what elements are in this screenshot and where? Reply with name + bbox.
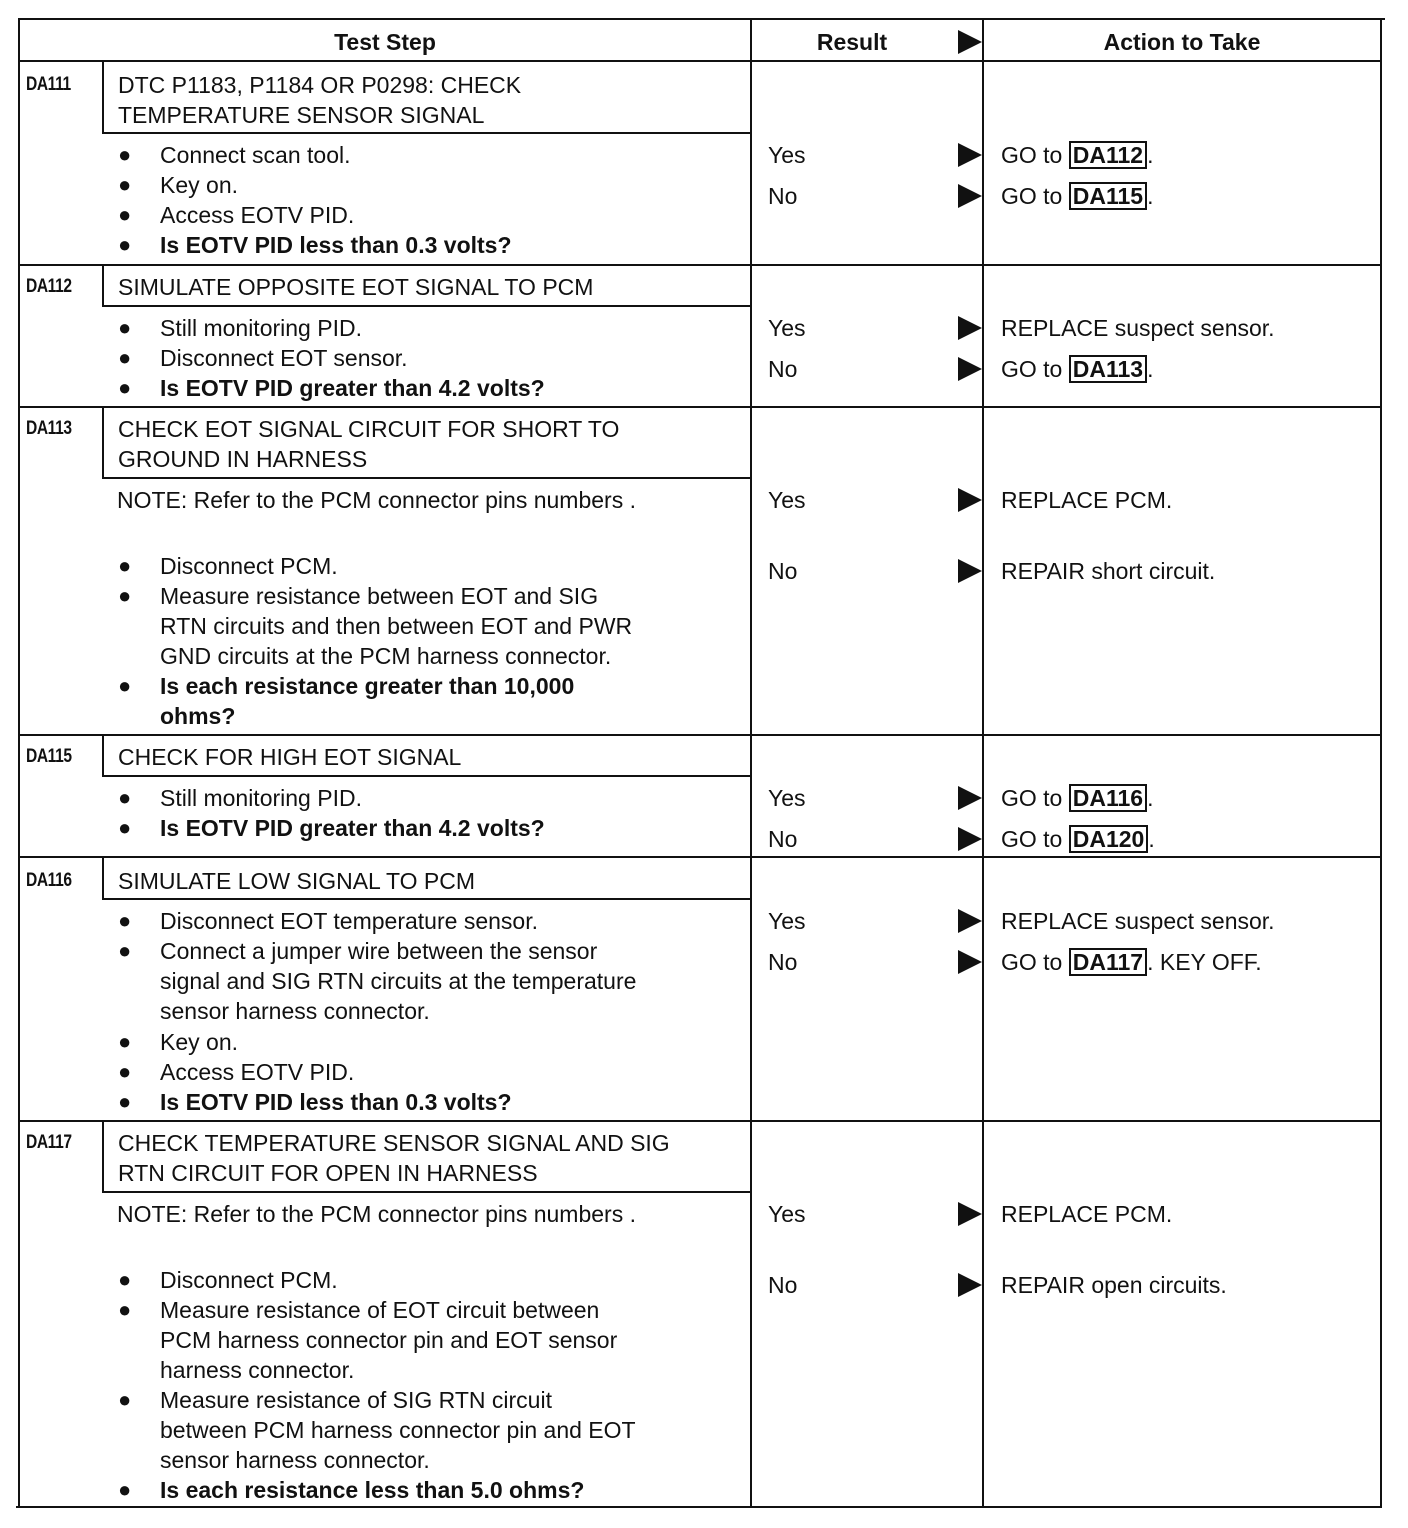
action-text: REPLACE suspect sensor. — [1001, 315, 1275, 341]
bullet-icon: ● — [118, 202, 132, 227]
header-divider — [18, 60, 1382, 62]
question-text: Is EOTV PID greater than 4.2 volts? — [160, 375, 545, 401]
test-step-da113-action-no — [1001, 556, 1215, 586]
action-text: GO to — [1001, 183, 1069, 209]
bullet-icon: ● — [118, 673, 132, 698]
table-right-border — [1380, 18, 1382, 1508]
test-step-da116-title: SIMULATE LOW SIGNAL TO PCM — [118, 868, 475, 894]
bullet-text: Disconnect PCM. — [160, 1267, 338, 1293]
row-divider — [18, 264, 1382, 266]
test-step-da111-action-no[interactable] — [1001, 181, 1153, 211]
test-step-da112-question — [118, 373, 740, 403]
test-step-da116-id: DA116 — [26, 870, 72, 891]
bullet-text: Disconnect PCM. — [160, 553, 338, 579]
test-step-da117-action-yes — [1001, 1199, 1172, 1229]
action-text: REPLACE PCM. — [1001, 1201, 1173, 1227]
bullet-text: Disconnect EOT sensor. — [160, 345, 408, 371]
test-step-da115-title: CHECK FOR HIGH EOT SIGNAL — [118, 744, 462, 770]
test-step-da111-action-yes[interactable] — [1001, 140, 1153, 170]
test-step-da113-note: NOTE: Refer to the PCM connector pins numbers . — [117, 487, 636, 513]
bullet-text: Still monitoring PID. — [160, 315, 362, 341]
bullet-icon: ● — [118, 345, 132, 370]
bullet-icon: ● — [118, 1477, 132, 1502]
test-step-da117-action-no — [1001, 1270, 1227, 1300]
step-id-divider — [102, 1120, 104, 1191]
bullet-icon: ● — [118, 908, 132, 933]
row-divider — [18, 734, 1382, 736]
test-step-da115-action-no[interactable] — [1001, 824, 1155, 854]
test-step-da111-result-no: No — [768, 183, 798, 209]
test-step-da117-title: CHECK TEMPERATURE SENSOR SIGNAL AND SIG RTN CIRCUIT FOR OPEN IN HARNESS — [118, 1130, 670, 1186]
bullet-icon: ● — [118, 583, 132, 608]
result-arrow-icon — [958, 184, 982, 208]
bullet-text: Measure resistance of SIG RTN circuit between PCM harness connector pin and EOT sensor harness connector. — [160, 1387, 636, 1473]
test-step-da111-id: DA111 — [26, 74, 71, 95]
test-step-da116-bullet — [118, 936, 740, 1026]
test-step-da113-bullet — [118, 581, 740, 671]
test-step-da113-result-yes: Yes — [768, 487, 806, 513]
bullet-text: Still monitoring PID. — [160, 785, 362, 811]
bullet-text: Access EOTV PID. — [160, 202, 355, 228]
result-arrow-icon — [958, 909, 982, 933]
bullet-icon: ● — [118, 1029, 132, 1054]
result-arrow-icon — [958, 950, 982, 974]
result-arrow-icon — [958, 827, 982, 851]
test-step-da117-bullet — [118, 1295, 740, 1385]
action-suffix: . — [1148, 826, 1155, 852]
test-step-da116-action-no[interactable] — [1001, 947, 1262, 977]
action-text: GO to — [1001, 142, 1069, 168]
result-arrow-icon — [958, 559, 982, 583]
bullet-text: Measure resistance of EOT circuit between PCM harness connector pin and EOT sensor harness connector. — [160, 1297, 618, 1383]
table-left-border — [18, 18, 20, 1508]
step-reference-link[interactable]: DA112 — [1069, 141, 1147, 169]
test-step-da116-bullet — [118, 1057, 740, 1087]
bullet-icon: ● — [118, 142, 132, 167]
column-divider-action — [982, 18, 984, 1508]
test-step-da112-action-yes — [1001, 313, 1275, 343]
bullet-text: Key on. — [160, 1029, 238, 1055]
test-step-da111-title: DTC P1183, P1184 OR P0298: CHECK TEMPERATURE SENSOR SIGNAL — [118, 72, 522, 128]
bullet-icon: ● — [118, 553, 132, 578]
question-text: Is each resistance less than 5.0 ohms? — [160, 1477, 585, 1503]
test-step-da115-result-no: No — [768, 826, 798, 852]
test-step-da112-bullet — [118, 343, 740, 373]
test-step-da116-question — [118, 1087, 740, 1117]
table-top-border — [20, 18, 1385, 20]
test-step-da117-bullet — [118, 1385, 740, 1475]
result-arrow-icon — [958, 316, 982, 340]
bullet-text: Measure resistance between EOT and SIG RTN circuits and then between EOT and PWR GND circuits at the PCM harness connector. — [160, 583, 633, 669]
title-divider — [102, 477, 752, 479]
test-step-da117-note: NOTE: Refer to the PCM connector pins numbers . — [117, 1201, 636, 1227]
result-arrow-icon — [958, 1202, 982, 1226]
header-arrow-icon — [958, 30, 982, 54]
title-divider — [102, 1191, 752, 1193]
test-step-da116-bullet — [118, 906, 740, 936]
question-text: Is EOTV PID greater than 4.2 volts? — [160, 815, 545, 841]
test-step-da112-result-no: No — [768, 356, 798, 382]
title-divider — [102, 132, 752, 134]
bullet-icon: ● — [118, 1267, 132, 1292]
bullet-text: Connect a jumper wire between the sensor signal and SIG RTN circuits at the temperature sensor harness connector. — [160, 938, 637, 1024]
result-arrow-icon — [958, 357, 982, 381]
bullet-icon: ● — [118, 1387, 132, 1412]
action-suffix: . — [1147, 183, 1154, 209]
title-divider — [102, 775, 752, 777]
test-step-da116-bullet — [118, 1027, 740, 1057]
test-step-da112-id: DA112 — [26, 276, 72, 297]
bullet-icon: ● — [118, 1059, 132, 1084]
step-id-divider — [102, 264, 104, 305]
title-divider — [102, 898, 752, 900]
action-suffix: . — [1147, 785, 1154, 811]
test-step-da113-id: DA113 — [26, 418, 72, 439]
header-result: Result — [816, 29, 888, 55]
row-divider — [18, 406, 1382, 408]
test-step-da117-question — [118, 1475, 740, 1505]
test-step-da117-result-yes: Yes — [768, 1201, 806, 1227]
bullet-icon: ● — [118, 785, 132, 810]
result-arrow-icon — [958, 1273, 982, 1297]
bullet-icon: ● — [118, 938, 132, 963]
test-step-da113-title: CHECK EOT SIGNAL CIRCUIT FOR SHORT TO GROUND IN HARNESS — [118, 416, 620, 472]
test-step-da112-bullet — [118, 313, 740, 343]
action-text: GO to — [1001, 785, 1069, 811]
result-arrow-icon — [958, 143, 982, 167]
test-step-da111-bullet — [118, 140, 740, 170]
bullet-icon: ● — [118, 815, 132, 840]
bullet-icon: ● — [118, 1089, 132, 1114]
step-id-divider — [102, 734, 104, 775]
test-step-da113-action-yes — [1001, 485, 1172, 515]
test-step-da112-action-no[interactable] — [1001, 354, 1153, 384]
test-step-da113-bullet — [118, 551, 740, 581]
bullet-icon: ● — [118, 232, 132, 257]
test-step-da111-question — [118, 230, 740, 260]
bullet-text: Access EOTV PID. — [160, 1059, 355, 1085]
bullet-text: Disconnect EOT temperature sensor. — [160, 908, 538, 934]
question-text: Is EOTV PID less than 0.3 volts? — [160, 232, 512, 258]
bullet-icon: ● — [118, 172, 132, 197]
result-arrow-icon — [958, 786, 982, 810]
action-text: GO to — [1001, 826, 1069, 852]
test-step-da115-action-yes[interactable] — [1001, 783, 1153, 813]
action-text: REPAIR open circuits. — [1001, 1272, 1227, 1298]
test-step-da116-result-yes: Yes — [768, 908, 806, 934]
bullet-text: Connect scan tool. — [160, 142, 351, 168]
test-step-da116-action-yes — [1001, 906, 1275, 936]
test-step-da115-question — [118, 813, 740, 843]
header-action: Action to Take — [1103, 29, 1261, 55]
step-reference-link[interactable]: DA116 — [1069, 784, 1147, 812]
step-id-divider — [102, 62, 104, 132]
question-text: Is EOTV PID less than 0.3 volts? — [160, 1089, 512, 1115]
test-step-da111-result-yes: Yes — [768, 142, 806, 168]
action-text: REPLACE suspect sensor. — [1001, 908, 1275, 934]
test-step-da111-bullet — [118, 170, 740, 200]
test-step-da115-bullet — [118, 783, 740, 813]
step-id-divider — [102, 406, 104, 477]
action-suffix: . — [1147, 142, 1154, 168]
step-id-divider — [102, 856, 104, 898]
title-divider — [102, 305, 752, 307]
test-step-da117-bullet — [118, 1265, 740, 1295]
step-reference-link[interactable]: DA117 — [1069, 948, 1147, 976]
step-reference-link[interactable]: DA115 — [1069, 182, 1147, 210]
result-arrow-icon — [958, 488, 982, 512]
row-divider — [18, 1120, 1382, 1122]
bullet-icon: ● — [118, 315, 132, 340]
bullet-text: Key on. — [160, 172, 238, 198]
test-step-da112-title: SIMULATE OPPOSITE EOT SIGNAL TO PCM — [118, 274, 594, 300]
question-text: Is each resistance greater than 10,000 ohms? — [160, 673, 575, 729]
test-step-da117-id: DA117 — [26, 1132, 72, 1153]
test-step-da113-question — [118, 671, 740, 731]
action-text: REPAIR short circuit. — [1001, 558, 1216, 584]
action-text: REPLACE PCM. — [1001, 487, 1173, 513]
test-step-da116-result-no: No — [768, 949, 798, 975]
bullet-icon: ● — [118, 1297, 132, 1322]
test-step-da117-result-no: No — [768, 1272, 798, 1298]
test-step-da115-id: DA115 — [26, 746, 72, 767]
test-step-da111-bullet — [118, 200, 740, 230]
test-step-da113-result-no: No — [768, 558, 798, 584]
step-reference-link[interactable]: DA113 — [1069, 355, 1147, 383]
header-test-step: Test Step — [334, 29, 436, 55]
action-text: GO to — [1001, 356, 1069, 382]
step-reference-link[interactable]: DA120 — [1069, 825, 1149, 853]
bullet-icon: ● — [118, 375, 132, 400]
table-bottom-border — [16, 1506, 1380, 1508]
column-divider-result — [750, 18, 752, 1508]
action-suffix: . — [1147, 356, 1154, 382]
test-step-da115-result-yes: Yes — [768, 785, 806, 811]
action-text: GO to — [1001, 949, 1069, 975]
row-divider — [18, 856, 1382, 858]
test-step-da112-result-yes: Yes — [768, 315, 806, 341]
action-suffix: . KEY OFF. — [1147, 949, 1262, 975]
